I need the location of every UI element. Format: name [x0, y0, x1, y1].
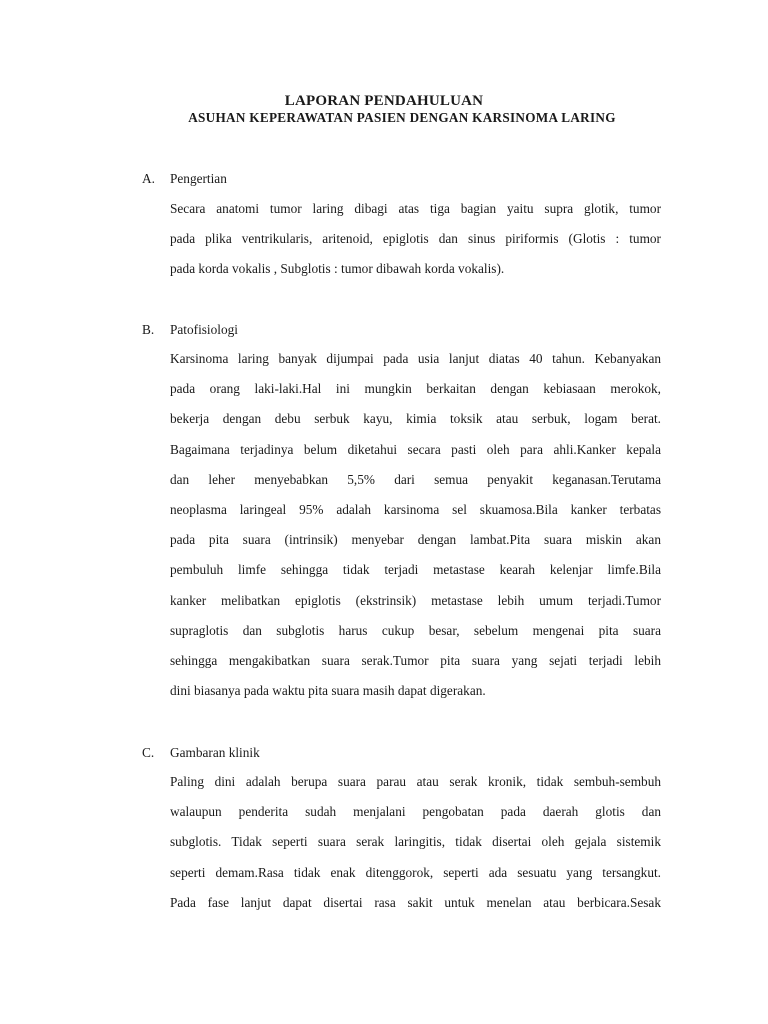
- section-heading: [142, 320, 662, 340]
- paragraph-line: sehingga mengakibatkan suara serak.Tumor pita suara yang sejati terjadi lebih: [170, 652, 661, 668]
- paragraph-line: dan leher menyebabkan 5,5% dari semua penyakit keganasan.Terutama: [170, 471, 661, 487]
- paragraph-line: Bagaimana terjadinya belum diketahui secara pasti oleh para ahli.Kanker kepala: [170, 441, 661, 457]
- section-paragraph: [170, 344, 661, 706]
- section-paragraph: [170, 767, 661, 918]
- paragraph-line: neoplasma laringeal 95% adalah karsinoma sel skuamosa.Bila kanker terbatas: [170, 501, 661, 517]
- paragraph-line: Paling dini adalah berupa suara parau atau serak kronik, tidak sembuh-sembuh: [170, 774, 661, 789]
- paragraph-line: pada orang laki-laki.Hal ini mungkin berkaitan dengan kebiasaan merokok,: [170, 381, 661, 397]
- section-heading: [142, 169, 662, 189]
- paragraph-line: dini biasanya pada waktu pita suara masih dapat digerakan.: [170, 683, 486, 699]
- paragraph-line: walaupun penderita sudah menjalani pengobatan pada daerah glotis dan: [170, 804, 661, 820]
- paragraph-line: bekerja dengan debu serbuk kayu, kimia toksik atau serbuk, logam berat.: [170, 411, 661, 427]
- section-heading-text: Patofisiologi: [170, 322, 238, 337]
- paragraph-line: subglotis. Tidak seperti suara serak laringitis, tidak disertai oleh gejala sistemik: [170, 834, 661, 850]
- section-gambaran-klinik: [142, 743, 662, 918]
- paragraph-line: pembuluh limfe sehingga tidak terjadi metastase kearah kelenjar limfe.Bila: [170, 562, 661, 578]
- paragraph-line: Pada fase lanjut dapat disertai rasa sakit untuk menelan atau berbicara.Sesak: [170, 894, 661, 910]
- paragraph-line: pada korda vokalis , Subglotis : tumor dibawah korda vokalis).: [170, 261, 505, 277]
- paragraph-line: Secara anatomi tumor laring dibagi atas tiga bagian yaitu supra glotik, tumor: [170, 201, 661, 216]
- section-heading-text: Pengertian: [170, 171, 227, 186]
- section-letter: B.: [142, 322, 155, 337]
- section-pengertian: [142, 169, 662, 285]
- section-heading: [142, 743, 662, 763]
- section-letter: A.: [142, 171, 155, 186]
- paragraph-line: supraglotis dan subglotis harus cukup besar, sebelum mengenai pita suara: [170, 622, 661, 638]
- document-title: LAPORAN PENDAHULUAN: [284, 93, 484, 109]
- document-subtitle: ASUHAN KEPERAWATAN PASIEN DENGAN KARSINOMA LARING: [188, 110, 616, 125]
- paragraph-line: Karsinoma laring banyak dijumpai pada usia lanjut diatas 40 tahun. Kebanyakan: [170, 351, 661, 366]
- paragraph-line: seperti demam.Rasa tidak enak ditenggorok, seperti ada sesuatu yang tersangkut.: [170, 864, 661, 880]
- paragraph-line: pada plika ventrikularis, aritenoid, epiglotis dan sinus piriformis (Glotis : tumor: [170, 231, 661, 247]
- section-paragraph: [170, 194, 661, 285]
- section-letter: C.: [142, 745, 155, 760]
- paragraph-line: kanker melibatkan epiglotis (ekstrinsik) metastase lebih umum terjadi.Tumor: [170, 592, 661, 608]
- paragraph-line: pada pita suara (intrinsik) menyebar dengan lambat.Pita suara miskin akan: [170, 532, 661, 548]
- section-heading-text: Gambaran klinik: [170, 745, 260, 760]
- section-patofisiologi: [142, 320, 662, 706]
